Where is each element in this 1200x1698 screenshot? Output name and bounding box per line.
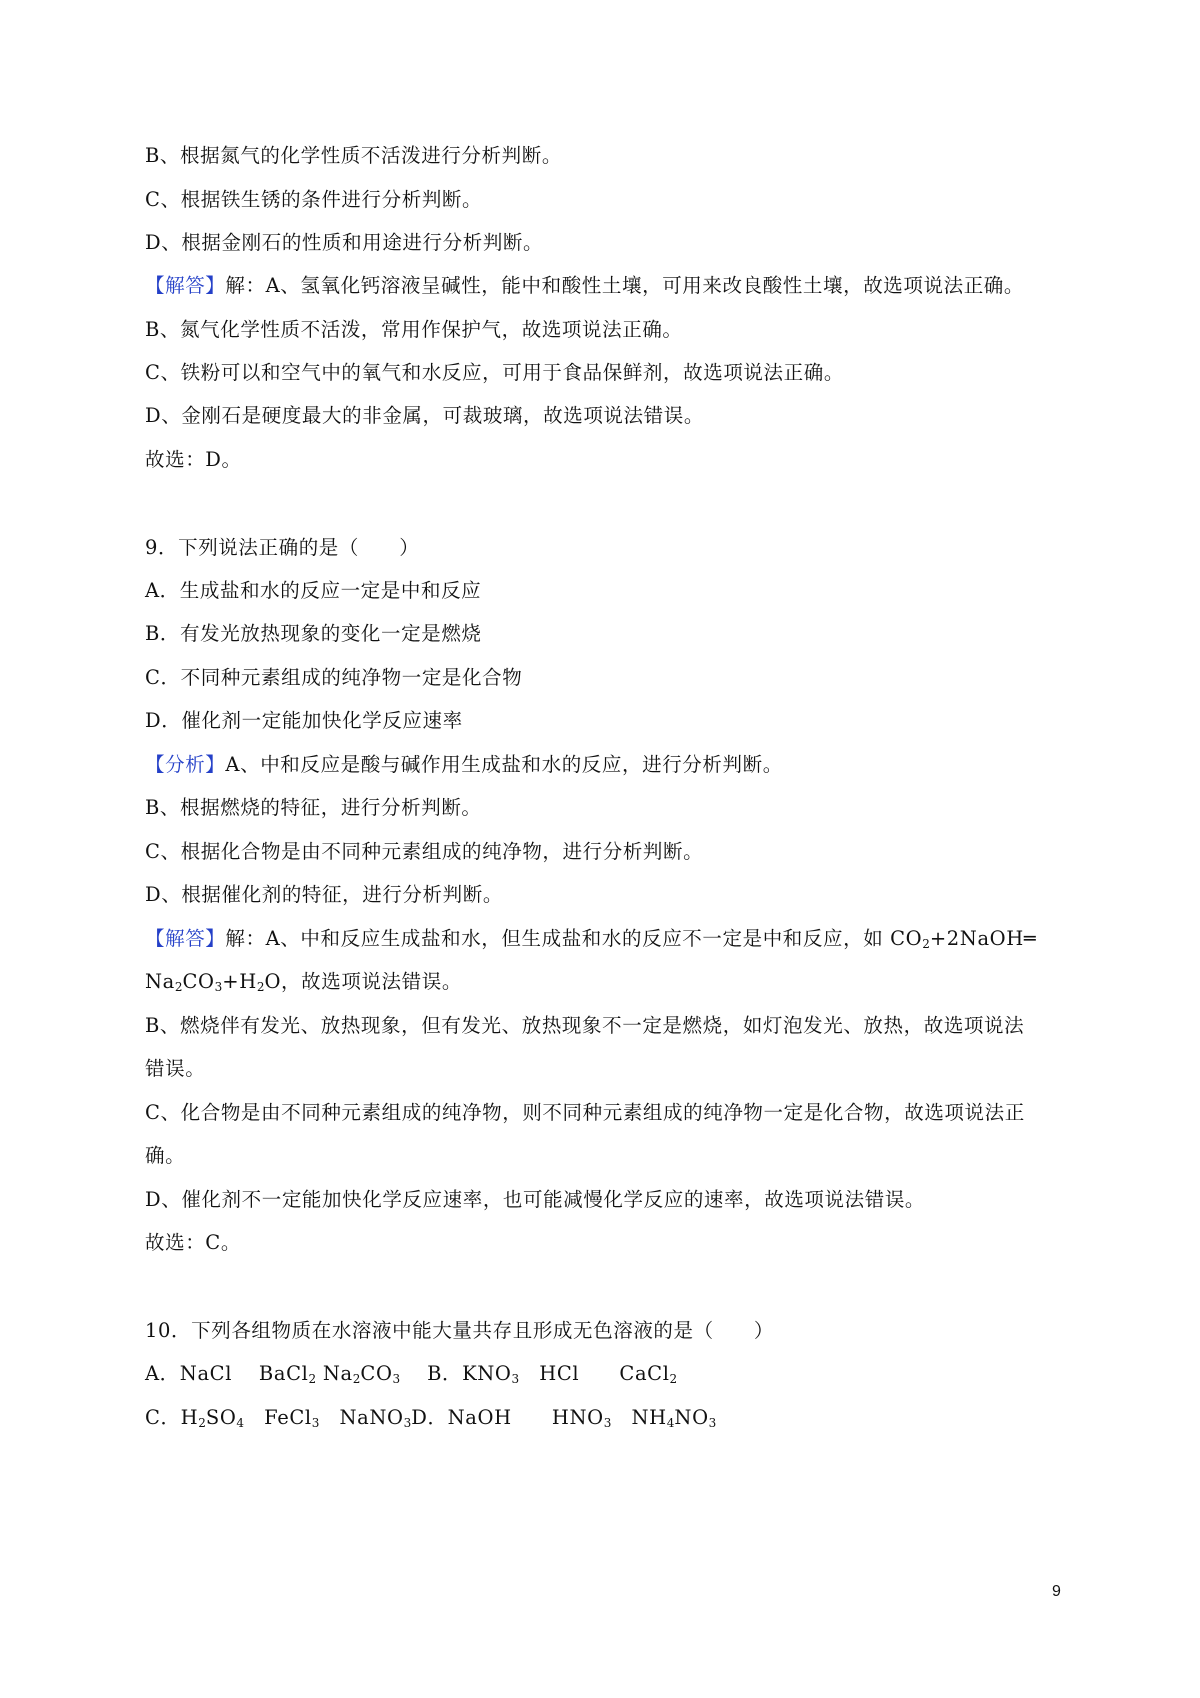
option-text: NH [611,1406,667,1429]
question-9-option-b: B．有发光放热现象的变化一定是燃烧 [145,622,482,645]
answer-9-line-b: B、燃烧伴有发光、放热现象，但有发光、放热现象不一定是燃烧，如灯泡发光、放热，故选项说法 [145,1014,1025,1037]
analysis-9-line-a [145,751,783,779]
answer-9-line-b-cont: 错误。 [145,1057,206,1080]
answer-9-line-a-cont [145,968,462,1001]
answer-tag: 【解答】 [145,927,226,950]
option-text: B．KNO [400,1362,512,1385]
answer-line-d: D、金刚石是硬度最大的非金属，可裁玻璃，故选项说法错误。 [145,404,704,427]
question-10-options-cd [145,1404,716,1437]
formula-text: CO [182,970,215,993]
option-text: Na [316,1362,353,1385]
formula-text: Na [145,970,175,993]
subscript: 2 [198,1416,206,1430]
subscript: 4 [236,1416,245,1430]
final-choice-9: 故选：C。 [145,1231,241,1254]
answer-text: O，故选项说法错误。 [264,970,462,993]
question-10-options-ab [145,1360,677,1393]
analysis-tag: 【分析】 [145,753,226,776]
option-text: A．NaCl BaCl [145,1362,309,1385]
answer-tag: 【解答】 [145,274,226,297]
option-text: SO [205,1406,237,1429]
analysis-text: A、中和反应是酸与碱作用生成盐和水的反应，进行分析判断。 [225,753,783,776]
question-9-stem: 9．下列说法正确的是（ ） [145,536,420,559]
option-text: C．H [145,1406,199,1429]
analysis-9-line-b: B、根据燃烧的特征，进行分析判断。 [145,796,482,819]
analysis-line-c: C、根据铁生锈的条件进行分析判断。 [145,188,483,211]
analysis-line-b: B、根据氮气的化学性质不活泼进行分析判断。 [145,144,562,167]
option-text: NO [674,1406,709,1429]
answer-text: +2NaOH═ [929,927,1037,950]
subscript: 2 [308,1372,317,1386]
option-text: FeCl [244,1406,312,1429]
option-text: CO [360,1362,393,1385]
answer-line-b: B、氮气化学性质不活泼，常用作保护气，故选项说法正确。 [145,318,683,341]
formula-text: +H [222,970,257,993]
answer-line-a [145,272,1024,300]
answer-text: 解：A、氢氧化钙溶液呈碱性，能中和酸性土壤，可用来改良酸性土壤，故选项说法正确。 [225,274,1024,297]
subscript: 2 [174,980,183,994]
subscript: 3 [311,1416,320,1430]
option-text: HCl CaCl [519,1362,670,1385]
question-9-option-a: A．生成盐和水的反应一定是中和反应 [145,579,482,602]
subscript: 2 [922,937,930,951]
subscript: 3 [603,1416,612,1430]
final-choice: 故选：D。 [145,448,242,471]
question-10-stem: 10．下列各组物质在水溶液中能大量共存且形成无色溶液的是（ ） [145,1319,775,1342]
analysis-line-d: D、根据金刚石的性质和用途进行分析判断。 [145,231,544,254]
subscript: 3 [214,980,223,994]
analysis-9-line-c: C、根据化合物是由不同种元素组成的纯净物，进行分析判断。 [145,840,704,863]
analysis-9-line-d: D、根据催化剂的特征，进行分析判断。 [145,883,503,906]
answer-line-c: C、铁粉可以和空气中的氧气和水反应，可用于食品保鲜剂，故选项说法正确。 [145,361,844,384]
subscript: 2 [669,1372,678,1386]
page-number: 9 [1052,1583,1061,1600]
question-9-option-d: D．催化剂一定能加快化学反应速率 [145,709,463,732]
subscript: 2 [256,980,265,994]
answer-9-line-c: C、化合物是由不同种元素组成的纯净物，则不同种元素组成的纯净物一定是化合物，故选项说法正 [145,1101,1025,1124]
subscript: 3 [392,1372,401,1386]
answer-text: 解：A、中和反应生成盐和水，但生成盐和水的反应不一定是中和反应，如 CO [225,927,923,950]
subscript: 2 [352,1372,361,1386]
option-text: NaNO [319,1406,404,1429]
question-9-option-c: C．不同种元素组成的纯净物一定是化合物 [145,666,523,689]
subscript: 4 [666,1416,675,1430]
answer-9-line-c-cont: 确。 [145,1144,186,1167]
answer-9-line-d: D、催化剂不一定能加快化学反应速率，也可能减慢化学反应的速率，故选项说法错误。 [145,1188,926,1211]
subscript: 3 [708,1416,717,1430]
subscript: 3 [511,1372,520,1386]
answer-9-line-a [145,925,1036,958]
option-text: D．NaOH HNO [411,1406,604,1429]
subscript: 3 [403,1416,412,1430]
